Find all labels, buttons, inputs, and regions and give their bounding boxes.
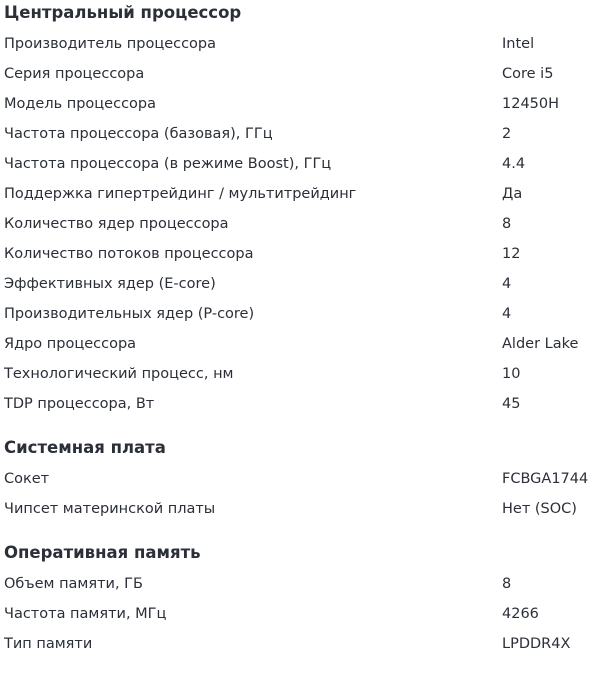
spec-section-cpu [4,0,604,419]
spec-value: Intel [502,36,535,52]
spec-value: Да [502,186,523,202]
spec-section-ram [4,540,604,659]
spec-label: Сокет [4,471,50,487]
spec-value: Alder Lake [502,336,579,352]
section-title-cpu: Центральный процессор [4,3,242,22]
spec-label: Частота процессора (базовая), ГГц [4,126,273,142]
spec-label: Производительных ядер (P-core) [4,306,255,322]
spec-row [4,179,604,209]
spec-label: Поддержка гипертрейдинг / мультитрейдинг [4,186,357,202]
spec-row [4,119,604,149]
spec-row [4,269,604,299]
spec-value: 8 [502,576,512,592]
spec-value: Core i5 [502,66,554,82]
spec-row [4,359,604,389]
spec-row [4,389,604,419]
spec-row [4,29,604,59]
spec-value: 45 [502,396,521,412]
spec-label: Объем памяти, ГБ [4,576,143,592]
spec-value: 10 [502,366,521,382]
spec-list-cpu [4,29,604,419]
section-title-motherboard: Системная плата [4,438,166,457]
spec-row [4,209,604,239]
spec-row [4,299,604,329]
spec-row [4,464,604,494]
spec-row [4,59,604,89]
spec-label: Чипсет материнской платы [4,501,216,517]
spec-row [4,329,604,359]
spec-row [4,569,604,599]
spec-label: Частота процессора (в режиме Boost), ГГц [4,156,332,172]
spec-value: LPDDR4X [502,636,571,652]
spec-value: 12450H [502,96,560,112]
spec-label: Количество потоков процессора [4,246,254,262]
spec-label: Модель процессора [4,96,157,112]
spec-value: 8 [502,216,512,232]
section-title-ram: Оперативная память [4,543,201,562]
spec-list-ram [4,569,604,659]
spec-section-motherboard [4,435,604,524]
spec-label: Ядро процессора [4,336,137,352]
spec-row [4,629,604,659]
spec-row [4,89,604,119]
spec-value: FCBGA1744 [502,471,589,487]
spec-value: 4266 [502,606,539,622]
spec-label: Количество ядер процессора [4,216,229,232]
spec-label: Технологический процесс, нм [4,366,234,382]
specifications-panel [4,0,604,659]
spec-label: Производитель процессора [4,36,217,52]
spec-row [4,494,604,524]
spec-row [4,599,604,629]
spec-label: Частота памяти, МГц [4,606,167,622]
spec-value: Нет (SOC) [502,501,577,517]
spec-row [4,149,604,179]
spec-label: Тип памяти [4,636,93,652]
spec-label: Эффективных ядер (E-core) [4,276,216,292]
spec-value: 4 [502,276,512,292]
spec-value: 4 [502,306,512,322]
spec-value: 2 [502,126,512,142]
spec-value: 12 [502,246,521,262]
spec-value: 4.4 [502,156,526,172]
spec-row [4,239,604,269]
spec-label: TDP процессора, Вт [4,396,155,412]
spec-list-motherboard [4,464,604,524]
spec-label: Серия процессора [4,66,145,82]
